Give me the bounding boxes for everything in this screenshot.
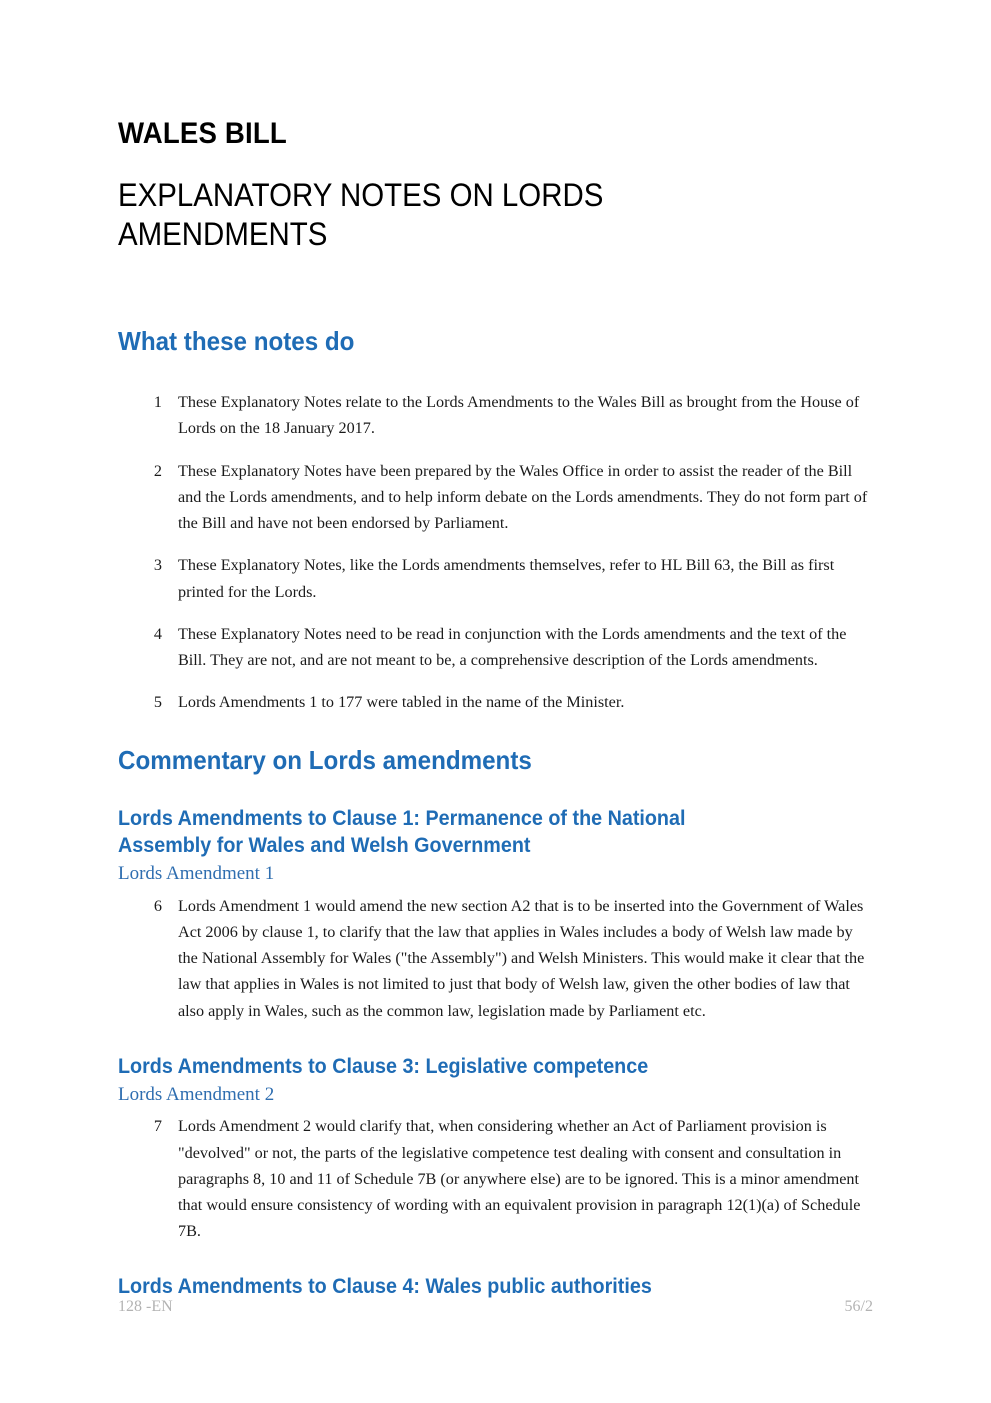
- paragraph-text: These Explanatory Notes, like the Lords amendments themselves, refer to HL Bill 63, the Bill as first printed for the Lords.: [178, 556, 835, 601]
- list-item: [118, 1113, 868, 1244]
- spacer: [118, 1244, 868, 1274]
- paragraph-number: 3: [153, 556, 162, 575]
- paragraph-number: 6: [153, 896, 162, 915]
- amendment-label-2: Lords Amendment 2: [118, 1083, 275, 1105]
- list-item: [118, 458, 868, 537]
- list-item: [118, 621, 868, 673]
- list-item: [118, 689, 868, 715]
- paragraph-text: These Explanatory Notes need to be read in conjunction with the Lords amendments and the text of the Bill. They are not, and are not meant to be, a comprehensive description of the Lords amendments.: [178, 624, 847, 669]
- notes-paragraph-list: [118, 389, 868, 715]
- page-title: WALES BILL: [118, 117, 287, 150]
- footer-page-number: 56/2: [844, 1298, 873, 1315]
- clause-heading-1: Lords Amendments to Clause 1: Permanence of the National Assembly for Wales and Welsh Government: [118, 807, 686, 858]
- section-heading-commentary: Commentary on Lords amendments: [118, 745, 532, 776]
- spacer: [118, 715, 868, 745]
- paragraph-number: 5: [153, 693, 162, 712]
- paragraph-text: Lords Amendment 2 would clarify that, when considering whether an Act of Parliament provision is "devolved" or not, the parts of the legislative competence test dealing with consent and consultation in paragraphs 8, 10 and 11 of Schedule 7B (or anywhere else) are to be ignored. This is a minor amendment that would ensure consistency of wording with an equivalent provision in paragraph 12(1)(a) of Schedule 7B.: [178, 1117, 861, 1241]
- paragraph-number: 1: [153, 393, 162, 412]
- page-footer: [118, 1298, 873, 1316]
- list-item: [118, 389, 868, 441]
- spacer: [118, 357, 868, 373]
- footer-bill-number: 128 -EN: [118, 1298, 173, 1315]
- spacer: [118, 1024, 868, 1054]
- paragraph-number: 2: [153, 461, 162, 480]
- paragraph-text: Lords Amendments 1 to 177 were tabled in the name of the Minister.: [178, 693, 625, 712]
- section-heading-what-these-notes-do: What these notes do: [118, 326, 355, 357]
- document-content: [118, 0, 868, 1301]
- paragraph-number: 7: [153, 1117, 162, 1136]
- list-item: [118, 552, 868, 604]
- paragraph-text: These Explanatory Notes have been prepared by the Wales Office in order to assist the reader of the Bill and the Lords amendments, and to help inform debate on the Lords amendments. They do not form part of the Bill and have not been endorsed by Parliament.: [178, 461, 868, 533]
- clause-heading-3: Lords Amendments to Clause 3: Legislative competence: [118, 1054, 649, 1078]
- spacer: [118, 776, 868, 806]
- clause-heading-4: Lords Amendments to Clause 4: Wales public authorities: [118, 1275, 652, 1299]
- list-item: [118, 893, 868, 1024]
- page-subtitle: EXPLANATORY NOTES ON LORDS AMENDMENTS: [118, 177, 604, 253]
- paragraph-number: 4: [153, 624, 162, 643]
- amendment-label-1: Lords Amendment 1: [118, 862, 275, 884]
- paragraph-text: These Explanatory Notes relate to the Lords Amendments to the Wales Bill as brought from the House of Lords on the 18 January 2017.: [178, 393, 860, 438]
- paragraph-text: Lords Amendment 1 would amend the new section A2 that is to be inserted into the Government of Wales Act 2006 by clause 1, to clarify that the law that applies in Wales includes a body of Welsh law made by the National Assembly for Wales ("the Assembly") and Welsh Ministers. This would make it clear that the law that applies in Wales is not limited to just that body of Welsh law, given the other bodies of law that also apply in Wales, such as the common law, legislation made by Parliament etc.: [178, 896, 865, 1020]
